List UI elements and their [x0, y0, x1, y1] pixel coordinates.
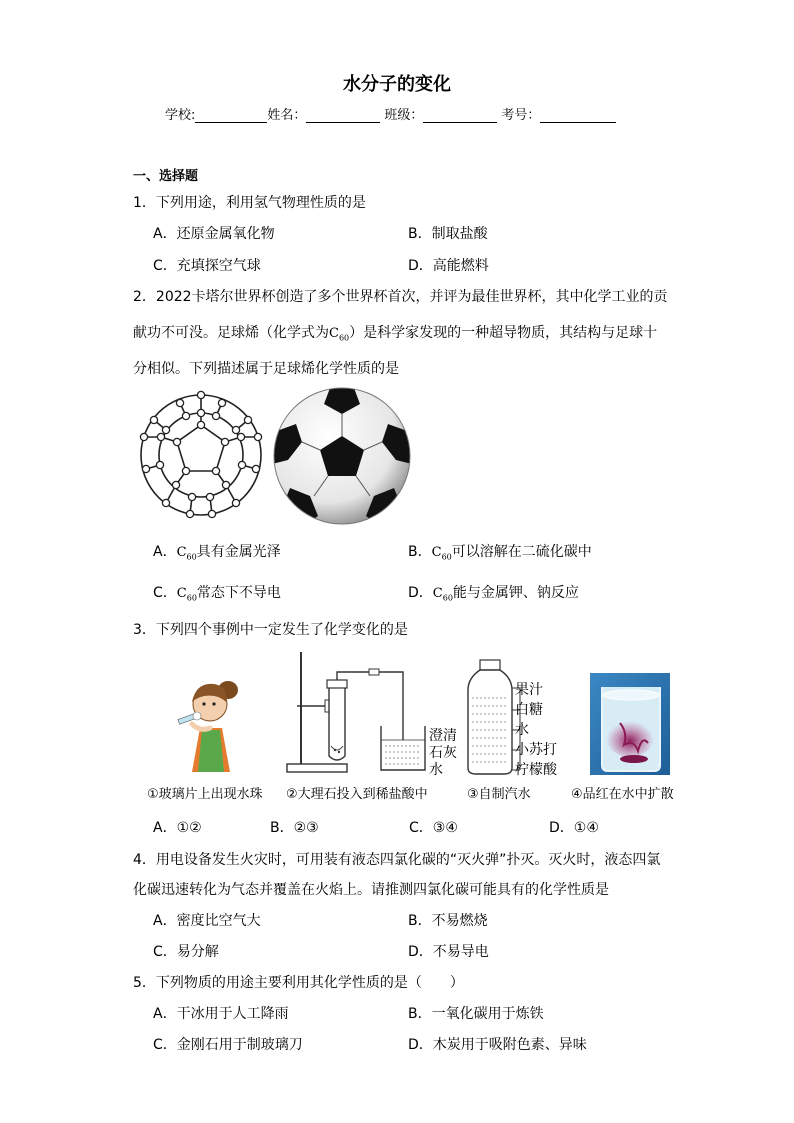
name-blank[interactable] [306, 108, 380, 123]
c60-structure-image [130, 385, 272, 525]
q2-stem-line2-post: ）是科学家发现的一种超导物质，其结构与足球十 [349, 325, 658, 341]
q2-stem-line2-pre: 献功不可没。足球烯（化学式为 [133, 325, 329, 341]
dye-beaker-image [590, 673, 670, 775]
q5-option-a[interactable]: A．干冰用于人工降雨 [153, 1006, 289, 1022]
school-label: 学校: [165, 108, 196, 123]
q2-stem-line2 [133, 322, 657, 343]
q3-caption-3: ③自制汽水 [467, 787, 531, 802]
soccer-ball-image [270, 384, 414, 528]
q1-option-a[interactable]: A．还原金属氧化物 [153, 226, 275, 242]
q2-stem-line1: 2．2022卡塔尔世界杯创造了多个世界杯首次，并评为最佳世界杯，其中化学工业的贡 [133, 289, 668, 305]
q4-option-d[interactable]: D．不易导电 [408, 944, 489, 960]
q3-caption-4: ④品红在水中扩散 [571, 787, 674, 802]
class-blank[interactable] [423, 108, 497, 123]
q4-option-b[interactable]: B．不易燃烧 [408, 913, 488, 929]
q5-option-b[interactable]: B．一氧化碳用于炼铁 [408, 1006, 544, 1022]
q3-caption-2: ②大理石投入到稀盐酸中 [286, 787, 428, 802]
q4-option-c[interactable]: C．易分解 [153, 944, 219, 960]
c60-formula: $C_{60}$ [329, 326, 350, 343]
q2-option-d[interactable]: D．$C_{60}$能与金属钾、钠反应 [408, 585, 579, 603]
school-blank[interactable] [195, 108, 267, 123]
limewater-label: 澄清 石灰 水 [429, 728, 457, 778]
q2-option-a[interactable]: A．$C_{60}$具有金属光泽 [153, 544, 281, 562]
q1-option-b[interactable]: B．制取盐酸 [408, 226, 488, 242]
student-info-line [165, 104, 616, 123]
q4-stem-line1: 4．用电设备发生火灾时，可用装有液态四氯化碳的“灭火弹”扑灭。灭火时，液态四氯 [133, 852, 661, 868]
q2-stem-line3: 分相似。下列描述属于足球烯化学性质的是 [133, 361, 399, 377]
q2-option-c[interactable]: C．$C_{60}$常态下不导电 [153, 585, 281, 603]
page-title: 水分子的变化 [343, 74, 451, 95]
q3-option-c[interactable]: C．③④ [409, 820, 458, 836]
q5-option-d[interactable]: D．木炭用于吸附色素、异味 [408, 1037, 587, 1053]
q1-stem: 1．下列用途，利用氢气物理性质的是 [133, 195, 366, 211]
name-label: 姓名： [267, 108, 307, 123]
exam-no-label: 考号： [501, 108, 541, 123]
q4-stem-line2: 化碳迅速转化为气态并覆盖在火焰上。请推测四氯化碳可能具有的化学性质是 [133, 882, 609, 898]
q5-option-c[interactable]: C．金刚石用于制玻璃刀 [153, 1037, 303, 1053]
girl-glass-image [170, 672, 246, 776]
q3-option-a[interactable]: A．①② [153, 820, 202, 836]
q3-caption-1: ①玻璃片上出现水珠 [147, 787, 263, 802]
bottle-labels: 果汁 白糖 水 小苏打 柠檬酸 [515, 682, 557, 778]
q1-option-d[interactable]: D．高能燃料 [408, 258, 489, 274]
q3-option-d[interactable]: D．①④ [549, 820, 599, 836]
q5-stem: 5．下列物质的用途主要利用其化学性质的是（ ） [133, 975, 464, 991]
class-label: 班级： [384, 108, 424, 123]
q3-stem: 3．下列四个事例中一定发生了化学变化的是 [133, 622, 408, 638]
exam-no-blank[interactable] [540, 108, 616, 123]
q3-option-b[interactable]: B．②③ [270, 820, 319, 836]
q4-option-a[interactable]: A．密度比空气大 [153, 913, 261, 929]
section-title: 一、选择题 [133, 169, 199, 184]
q1-option-c[interactable]: C．充填探空气球 [153, 258, 261, 274]
q2-option-b[interactable]: B．$C_{60}$可以溶解在二硫化碳中 [408, 544, 592, 562]
